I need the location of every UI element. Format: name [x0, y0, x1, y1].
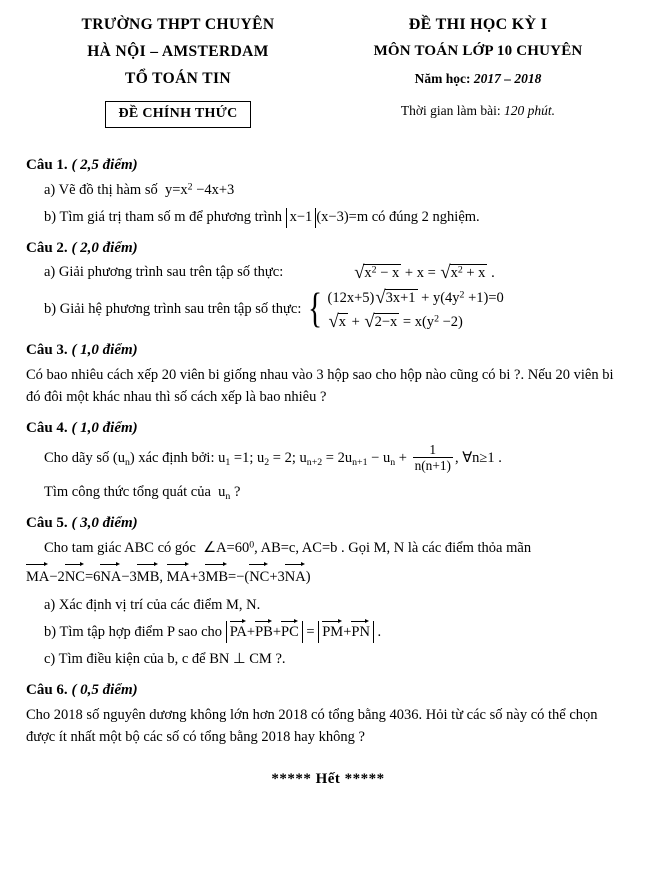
- question-5b: [44, 621, 630, 643]
- question-3-label: Câu 3.: [26, 341, 68, 358]
- school-name-line-2: HÀ NỘI – AMSTERDAM: [87, 43, 269, 60]
- question-4-text: Cho dãy số $(u_n)$ xác định bởi:: [44, 449, 215, 468]
- question-5b-expression: PA+ PB+ PC = PM+ PN .: [226, 624, 381, 640]
- question-1a-label: a): [44, 182, 56, 198]
- question-4-tail-text: Tìm công thức tổng quát của: [44, 483, 211, 500]
- question-2b-text: Giải hệ phương trình sau trên tập số thực:: [59, 300, 302, 317]
- question-4-tail: [44, 481, 630, 504]
- question-1-heading: [26, 157, 630, 174]
- question-4-points: ( 1,0 điểm): [71, 419, 138, 436]
- exam-content: [0, 128, 656, 788]
- question-2-label: Câu 2.: [26, 239, 68, 256]
- question-5c-text: Tìm điều kiện của b, c để BN ⊥ CM ?.: [58, 651, 286, 668]
- question-2b-label: b): [44, 300, 57, 317]
- question-5b-label: b): [44, 624, 57, 640]
- exam-info-block: [328, 14, 628, 128]
- exam-duration: [328, 103, 628, 119]
- question-1b-label: b): [44, 209, 57, 226]
- question-5-intro-text: Cho tam giác ABC có góc: [44, 539, 196, 556]
- question-6-label: Câu 6.: [26, 681, 68, 698]
- question-5c: [44, 648, 630, 670]
- question-6-heading: [26, 682, 630, 699]
- question-3-body: Có bao nhiêu cách xếp 20 viên bi giống nhau vào 3 hộp sao cho hộp nào cũng có bi ?. Nếu 20 viên bi đó đôi một khác nhau thì số cách xếp là bao nhiêu ?: [26, 366, 614, 406]
- school-department: TỔ TOÁN TIN: [124, 70, 232, 87]
- question-4-recurrence: $u_1 =1$; $u_2 = 2$; $u_{n+2} = 2u_{n+1} - u_n$ + $\frac{1}{n(n+1)}$ , ∀n≥1 .: [218, 441, 502, 474]
- question-5-vector-expression: MA−2 NC=6 NA−3 MB, MA+3 MB=−( NC+3 NA): [26, 569, 311, 585]
- question-2a-text: Giải phương trình sau trên tập số thực:: [58, 263, 284, 280]
- question-5a-text: Xác định vị trí của các điểm M, N.: [58, 596, 261, 613]
- question-2b: [44, 288, 630, 331]
- official-exam-badge: ĐỀ CHÍNH THỨC: [105, 101, 250, 128]
- exam-year-value: 2017 – 2018: [473, 71, 542, 86]
- question-1a-text: Vẽ đồ thị hàm số $y=x^2 -4x+3$: [58, 181, 235, 198]
- question-5-vector-conditions: [26, 564, 630, 588]
- question-5a-label: a): [44, 596, 56, 613]
- exam-duration-label: Thời gian làm bài:: [400, 103, 501, 118]
- question-5-points: ( 3,0 điểm): [71, 514, 138, 531]
- question-2a-label: a): [44, 263, 56, 280]
- question-5a: [44, 594, 630, 616]
- question-4-label: Câu 4.: [26, 419, 68, 436]
- question-4-body: [44, 443, 630, 475]
- question-6-body: Cho 2018 số nguyên dương không lớn hơn 2018 có tổng bằng 4036. Hỏi từ các số này có thể chọn được ít nhất một bộ các số có tổng bằng 2018 hay không ?: [26, 706, 598, 746]
- question-5-label: Câu 5.: [26, 514, 68, 531]
- question-1-label: Câu 1.: [26, 157, 68, 173]
- question-1a: [44, 179, 630, 201]
- question-4-tail-symbol: $u_n$ ?: [214, 483, 241, 502]
- document-header: [0, 0, 656, 128]
- question-2a: [44, 263, 630, 282]
- question-3-points: ( 1,0 điểm): [71, 341, 138, 358]
- question-5-intro: [44, 537, 630, 559]
- exam-subject: MÔN TOÁN LỚP 10 CHUYÊN: [373, 43, 583, 59]
- school-name-line-1: TRƯỜNG THPT CHUYÊN: [81, 16, 275, 33]
- question-2a-expression: $√x^2 - x + x = √x^2 + x$ .: [354, 261, 495, 283]
- exam-year: [328, 71, 628, 87]
- end-marker: ***** Hết *****: [271, 770, 385, 787]
- question-2b-system: [305, 288, 503, 331]
- question-2b-equation-2: $√x + √2-x = x(y^2 -2)$: [328, 310, 463, 332]
- question-1b-text: Tìm giá trị tham số m để phương trình: [59, 209, 282, 226]
- question-1b-expression: x−1 (x−3)=m có đúng 2 nghiệm.: [286, 209, 480, 225]
- question-2-heading: [26, 240, 630, 257]
- exam-title: ĐỀ THI HỌC KỲ I: [408, 16, 548, 33]
- question-5-angle: $\angle A=60^0$, AB=c, AC=b . Gọi M, N là các điểm thỏa mãn: [199, 539, 532, 556]
- school-block: [28, 14, 328, 128]
- question-2-points: ( 2,0 điểm): [71, 239, 138, 256]
- question-6-points: ( 0,5 điểm): [71, 681, 138, 698]
- question-1b: [44, 206, 630, 228]
- exam-year-label: Năm học:: [414, 71, 471, 86]
- question-5b-text: Tìm tập hợp điểm P sao cho: [59, 624, 223, 640]
- question-1-points: ( 2,5 điểm): [71, 157, 138, 173]
- question-3-heading: [26, 342, 630, 359]
- exam-duration-value: 120 phút.: [504, 103, 556, 118]
- question-4-heading: [26, 420, 630, 437]
- system-brace: {: [308, 286, 323, 333]
- question-5-heading: [26, 515, 630, 532]
- question-2b-equation-1: $(12x+5)√3x+1 + y(4y^2 +1)=0$: [327, 286, 504, 308]
- question-5c-label: c): [44, 651, 56, 668]
